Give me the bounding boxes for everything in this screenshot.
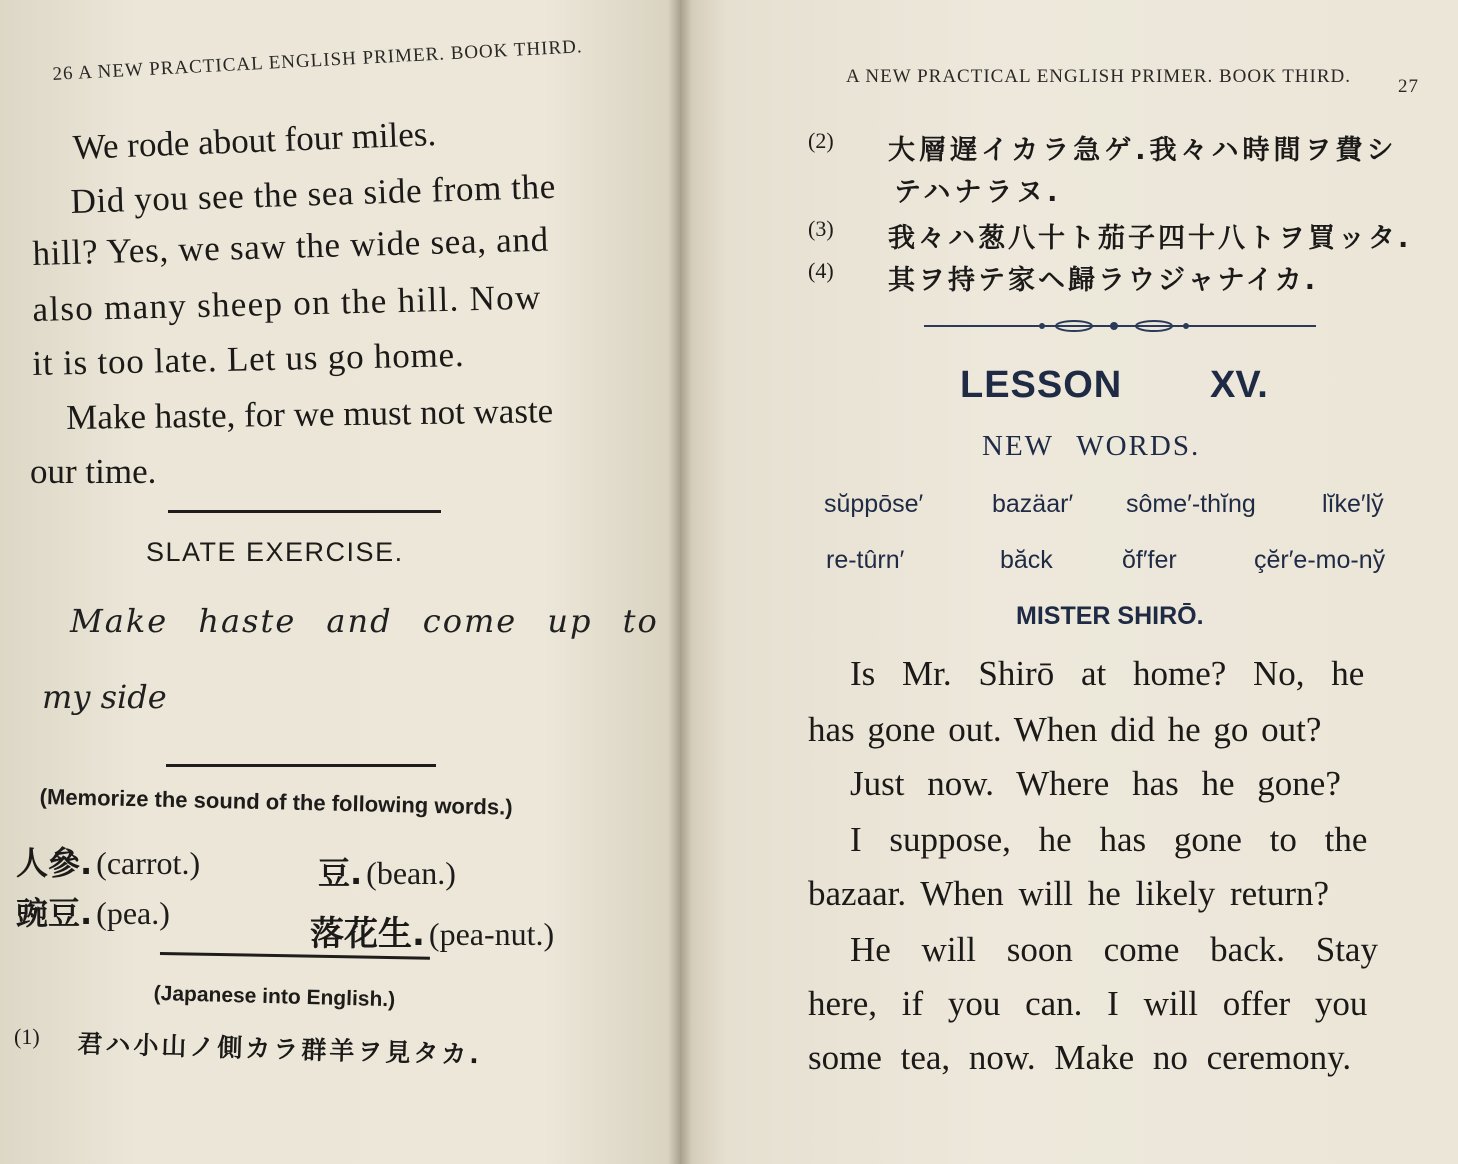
paragraph-line: Did you see the sea side from the [70,166,557,221]
story-line: I suppose, he has gone to the [850,820,1368,859]
vocab-english: (bean.) [366,855,456,891]
book-gutter [668,0,692,1164]
slate-script-line: my side [42,678,167,716]
exercise-text: 大層遅イカラ急ゲ.我々ハ時間ヲ費シ [888,135,1398,166]
ornamental-divider [924,316,1316,336]
section-rule [166,764,436,767]
vocab-kanji: 豆. [318,854,363,892]
story-title: MISTER SHIRŌ. [1016,602,1204,630]
right-page [680,0,1458,1164]
lesson-label: LESSON [960,364,1123,406]
page-number: 27 [1398,76,1419,97]
new-word: çĕr′e-mo-nў [1254,546,1386,574]
new-word: re-tûrn′ [826,546,905,574]
story-line: some tea, now. Make no ceremony. [808,1038,1352,1077]
story-line: Is Mr. Shirō at home? No, he [850,654,1365,693]
vocab-item [16,838,200,884]
story-line: bazaar. When will he likely return? [808,874,1330,913]
vocab-kanji: 豌豆. [16,894,93,932]
new-word: băck [1000,546,1053,574]
exercise-text: 其ヲ持テ家ヘ歸ラウジャナイカ. [888,265,1319,296]
vocab-english: (carrot.) [96,845,201,881]
new-word: sôme′-thĭng [1126,490,1256,518]
paragraph-line: Make haste, for we must not waste [66,391,554,437]
story-line: Just now. Where has he gone? [850,764,1341,803]
exercise-number: (2) [808,128,834,153]
left-page [0,0,680,1164]
story-line: here, if you can. I will offer you [808,984,1368,1023]
slate-script-line: Make haste and come up to [70,602,659,640]
story-line: He will soon come back. Stay [850,930,1378,969]
vocab-item [310,906,554,955]
exercise-number: (1) [14,1024,40,1049]
vocab-item [16,888,170,934]
vocab-item [318,848,456,894]
new-word: lĭke′lў [1322,490,1384,518]
exercise-number: (4) [808,258,834,283]
right-running-head: A NEW PRACTICAL ENGLISH PRIMER. BOOK THIRD. [846,66,1352,87]
paragraph-line: our time. [30,452,157,491]
new-word: sŭppōse′ [824,490,924,518]
vocab-kanji: 人參. [16,844,93,882]
new-word: ŏf′fer [1122,546,1177,574]
paragraph-line: also many sheep on the hill. Now [32,277,542,329]
paragraph-line: it is too late. Let us go home. [32,334,465,383]
section-rule [168,510,441,513]
left-running-head: 26 A NEW PRACTICAL ENGLISH PRIMER. BOOK THIRD. [52,36,584,85]
memorize-note: (Memorize the sound of the following words.) [39,784,513,820]
paragraph-line: hill? Yes, we saw the wide sea, and [32,219,550,273]
vocab-english: (pea.) [96,895,170,931]
lesson-number: XV. [1210,364,1268,406]
vocab-english: (pea-nut.) [428,916,555,952]
exercise-number: (3) [808,216,834,241]
slate-exercise-heading: SLATE EXERCISE. [146,537,404,567]
exercise-text: テハナラヌ. [894,177,1062,208]
exercise-text: 我々ハ葱八十ト茄子四十八トヲ買ッタ. [888,223,1412,254]
new-word: bazäar′ [992,490,1074,518]
story-line: has gone out. When did he go out? [808,710,1322,749]
paragraph-line: We rode about four miles. [72,114,437,167]
new-words-heading: NEW WORDS. [982,430,1201,462]
translate-note: (Japanese into English.) [153,982,396,1012]
vocab-kanji: 落花生. [310,914,425,954]
exercise-text: 君ハ小山ノ側カラ群羊ヲ見タカ. [77,1028,483,1070]
